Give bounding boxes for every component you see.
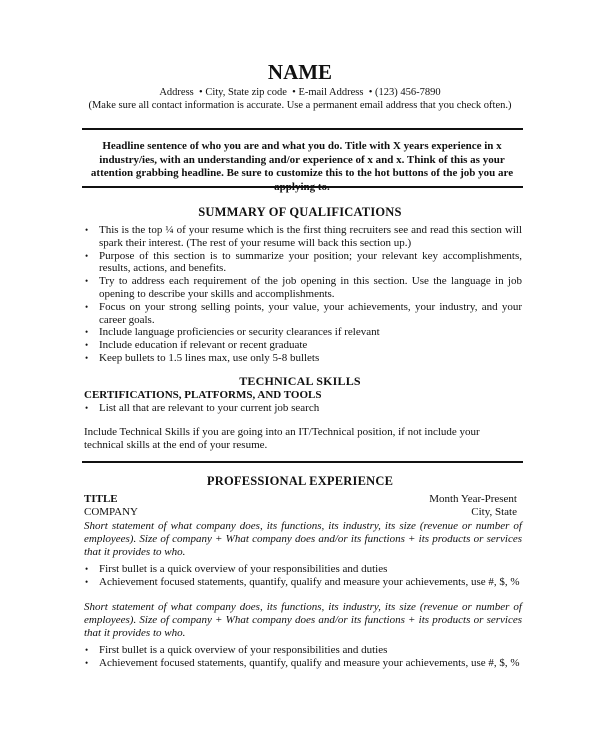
list-item: • First bullet is a quick overview of your responsibilities and duties	[84, 563, 522, 576]
contact-phone: • (123) 456-7890	[363, 87, 440, 98]
divider-headline	[82, 186, 523, 188]
list-item: • Include education if relevant or recent graduate	[84, 339, 522, 352]
list-item: • Achievement focused statements, quantify, qualify and measure your achievements, use #, $, %	[84, 576, 522, 589]
job-location: City, State	[471, 506, 517, 518]
technical-title: TECHNICAL SKILLS	[239, 374, 361, 388]
summary-title: SUMMARY OF QUALIFICATIONS	[198, 205, 402, 219]
list-item: • Purpose of this section is to summarize your position; your relevant key accomplishments, results, actions, and benefits.	[84, 250, 522, 276]
list-item: • First bullet is a quick overview of your responsibilities and duties	[84, 644, 522, 657]
contact-address: Address	[159, 87, 194, 98]
list-item: • Achievement focused statements, quantify, qualify and measure your achievements, use #, $, %	[84, 657, 522, 670]
list-item: • This is the top ¼ of your resume which is the first thing recruiters see and read this section will spark their interest. (The rest of your resume will back this section up.)	[84, 224, 522, 250]
job-dates: Month Year-Present	[429, 493, 517, 505]
job-header-left	[84, 493, 138, 519]
candidate-name: NAME	[267, 60, 333, 84]
technical-note: Include Technical Skills if you are going into an IT/Technical position, if not include your technical skills at the end of your resume.	[84, 426, 480, 451]
summary-list	[84, 224, 522, 365]
job-title: TITLE	[84, 493, 118, 505]
experience-list	[84, 563, 522, 589]
divider-top	[82, 128, 523, 130]
list-item: • Focus on your strong selling points, your value, your achievements, your industry, and your career goals.	[84, 301, 522, 327]
headline-statement: Headline sentence of who you are and what you do. Title with X years experience in x industry/ies, with an understanding and/or experience of x and x. Think of this as your attention grabbing headline. Be sure to customize this to the hot buttons of the job you are applying to.	[90, 140, 514, 193]
contact-city: • City, State zip code	[194, 87, 287, 98]
contact-note: (Make sure all contact information is accurate. Use a permanent email address that you check often.)	[88, 100, 512, 111]
list-item: • Try to address each requirement of the job opening in this section. Use the language in job opening to describe your skills and accomplishments.	[84, 275, 522, 301]
experience-list	[84, 644, 522, 670]
experience-title: PROFESSIONAL EXPERIENCE	[206, 474, 394, 488]
contact-email: • E-mail Address	[287, 87, 364, 98]
list-item: • List all that are relevant to your current job search	[84, 402, 522, 415]
company-statement: Short statement of what company does, its functions, its industry, its size (revenue or number of employees). Size of company + What company does and/or its functions + its products or services that it provides to who.	[84, 601, 522, 639]
divider-experience	[82, 461, 523, 463]
list-item: • Include language proficiencies or security clearances if relevant	[84, 326, 522, 339]
contact-line	[0, 86, 600, 99]
job-header-right	[429, 493, 517, 519]
technical-list	[84, 402, 522, 415]
company-name: COMPANY	[84, 506, 139, 518]
company-statement: Short statement of what company does, its functions, its industry, its size (revenue or number of employees). Size of company + What company does and/or its functions + its products or services that it provides to who.	[84, 520, 522, 558]
contact-block	[0, 86, 600, 112]
list-item: • Keep bullets to 1.5 lines max, use only 5-8 bullets	[84, 352, 522, 365]
technical-subtitle: CERTIFICATIONS, PLATFORMS, AND TOOLS	[84, 389, 322, 401]
